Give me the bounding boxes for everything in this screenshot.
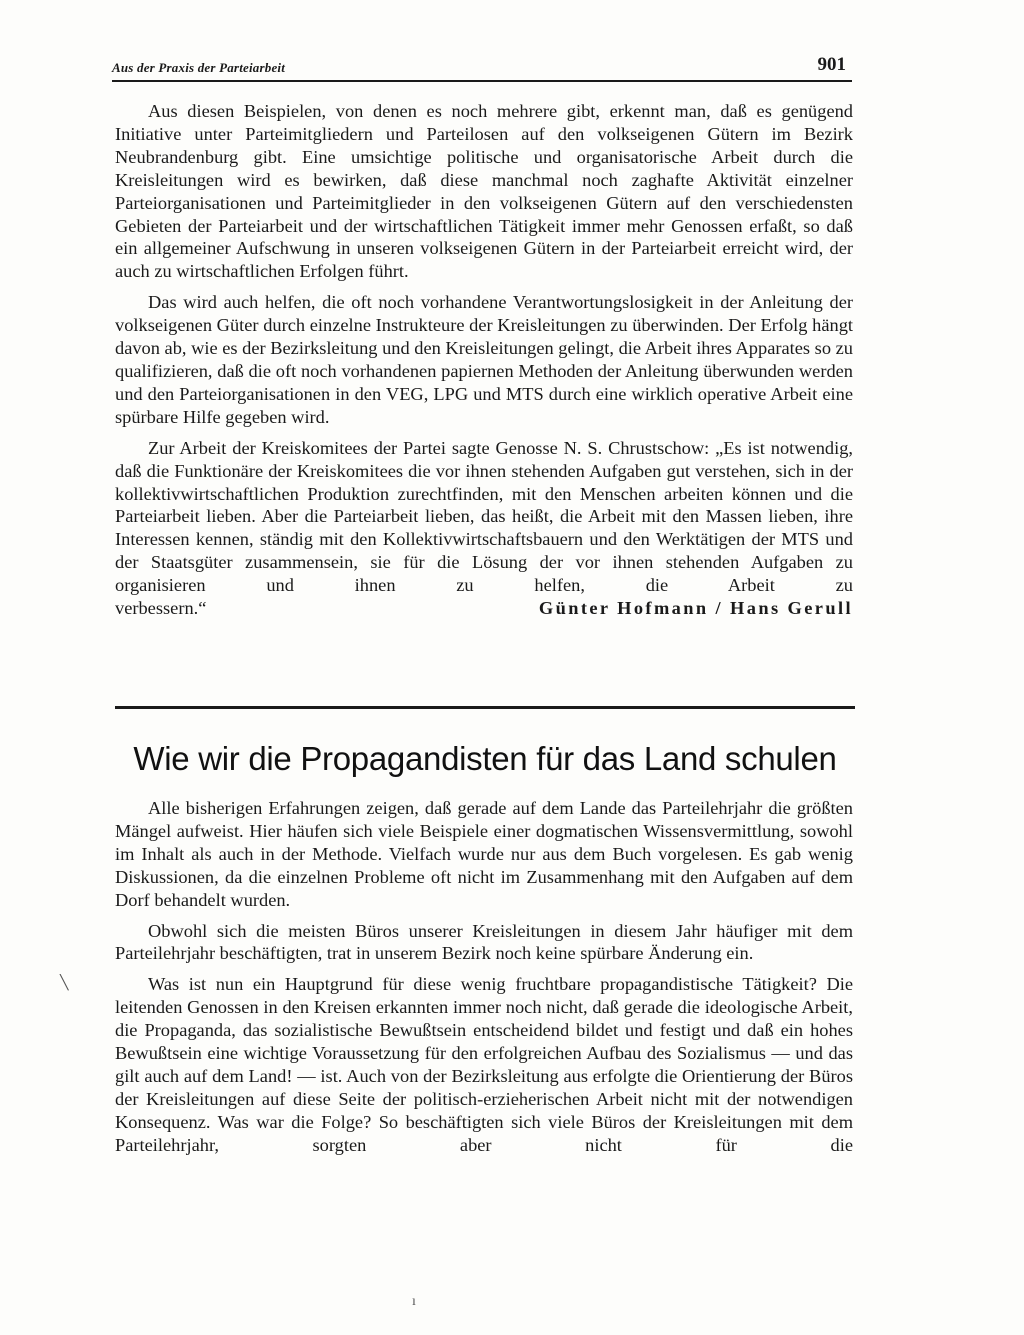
quote-end: verbessern.“ [115,598,207,619]
page-header [112,48,852,82]
article-body [115,797,853,1157]
paragraph: Aus diesen Beispielen, von denen es noch mehrere gibt, erkennt man, daß es genügend Initiative unter Parteimitgliedern und Parteilosen auf den volkseigenen Gütern im Bezirk Neubrandenburg gibt. Eine umsichtige politische und organisatorische Arbeit durch die Kreisleitungen wird es bewirken, daß diese manchmal noch zaghafte Aktivität einzelner Parteiorganisationen und Parteimitglieder in den volkseigenen Gütern auf den verschiedensten Gebieten der Parteiarbeit und der wirtschaftlichen Tätigkeit immer mehr Genossen erfaßt, so daß ein allgemeiner Aufschwung in unseren volkseigenen Gütern in der Parteiarbeit erreicht wird, der auch zu wirtschaftlichen Erfolgen führt. [115,101,853,282]
page-scratch-mark: ı [412,1294,416,1309]
paragraph: Alle bisherigen Erfahrungen zeigen, daß gerade auf dem Lande das Parteilehrjahr die größten Mängel aufweist. Hier häufen sich viele Beispiele einer dogmatischen Wissensvermittlung, sowohl im Inhalt als auch in der Methode. Vielfach wurde nur aus dem Buch vorgelesen. Es gab wenig Diskussionen, da die einzelnen Probleme oft nicht im Zusammenhang mit den Aufgaben auf dem Dorf behandelt wurden. [115,798,853,910]
margin-scratch-mark: ╲ [60,976,69,991]
section-divider [115,706,855,709]
paragraph: Obwohl sich die meisten Büros unserer Kreisleitungen in diesem Jahr häufiger mit dem Parteilehrjahr beschäftigten, trat in unserem Bezirk noch keine spürbare Änderung ein. [115,920,853,964]
quote-paragraph: Zur Arbeit der Kreiskomitees der Partei sagte Genosse N. S. Chrustschow: „Es ist notwendig, daß die Funktionäre der Kreiskomitees die vor ihnen stehenden Aufgaben gut verstehen, sich in der kollektivwirtschaftlichen Produktion zurechtfinden, mit den Menschen arbeiten können und die Parteiarbeit lieben. Aber die Parteiarbeit lieben, das heißt, die Arbeit mit den Massen lieben, ihre Interessen kennen, ständig mit den Kollektivwirtschaftsbauern und den Werktätigen der MTS und der Staatsgüter zusammensein, sie für die Lösung der vor ihnen stehenden Aufgaben zu organisieren und ihnen zu helfen, die Arbeit zu [115,437,853,596]
article-title: Wie wir die Propagandisten für das Land schulen [133,740,837,777]
page-number: 901 [817,54,846,75]
paragraph: Was ist nun ein Hauptgrund für diese wenig fruchtbare propagandistische Tätigkeit? Die leitenden Genossen in den Kreisen erkannten immer noch nicht, daß gerade die ideologische Arbeit, die Propaganda, das sozialistische Bewußtsein entscheidend bildet und festigt und daß ein hohes Bewußtsein eine wichtige Voraussetzung für den erfolgreichen Aufbau des Sozialismus — und das gilt auch auf dem Land! — ist. Auch von der Bezirksleitung aus erfolgte die Orientierung der Büros der Kreisleitungen auf diese Seite der politisch-erzieherischen Arbeit nicht mit der notwendigen Konsequenz. Was war die Folge? So beschäftigten sich viele Büros der Kreisleitungen mit dem Parteilehrjahr, sorgten aber nicht für die [115,974,853,1155]
paragraph: Das wird auch helfen, die oft noch vorhandene Verantwortungslosigkeit in der Anleitung der volkseigenen Güter durch einzelne Instrukteure der Kreisleitungen zu überwinden. Der Erfolg hängt davon ab, wie es der Bezirksleitung und den Kreisleitungen gelingt, die Arbeit ihres Apparates so zu qualifizieren, daß die oft noch vorhandenen papiernen Methoden der Anleitung überwunden werden und den Parteiorganisationen in den VEG, LPG und MTS durch eine wirklich operative Arbeit eine spürbare Hilfe gegeben wird. [115,292,853,427]
section-continued-text [115,100,853,620]
authors: Günter Hofmann / Hans Gerull [538,598,853,619]
running-title: Aus der Praxis der Parteiarbeit [112,60,286,75]
signature-line [115,597,853,620]
